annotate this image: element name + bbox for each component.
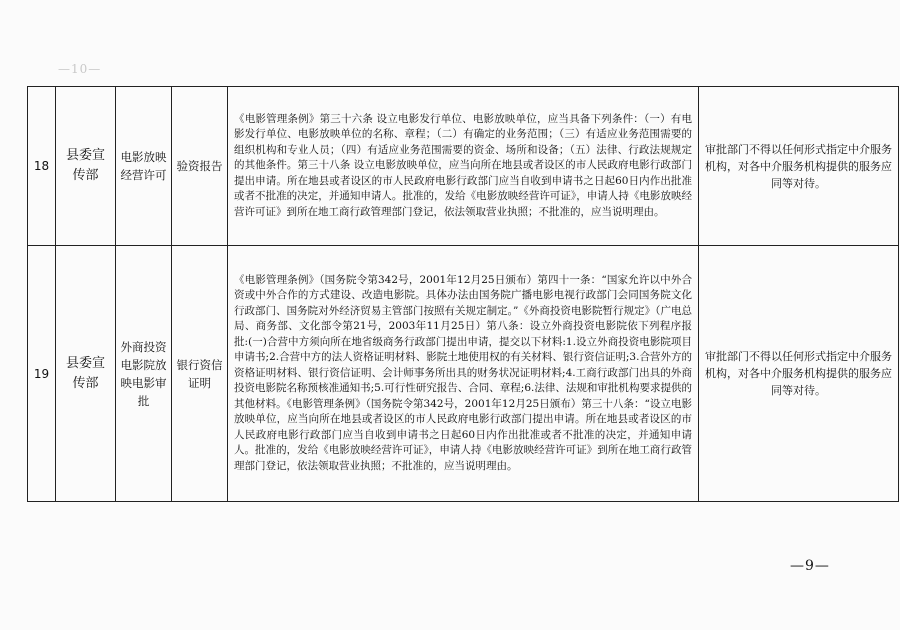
- legal-basis-cell: 《电影管理条例》（国务院令第342号，2001年12月25日颁布）第四十一条：“国家允许以中外合资或中外合作的方式建设、改造电影院。具体办法由国务院广播电影电视行政部门会同国务院文化行政部门、国务院对外经济贸易主管部门按照有关规定制定。”《外商投资电影院暂行规定》（广电总局、商务部、文化部令第21号，2003年11月25日）第八条：设立外商投资电影院依下列程序报批:(一)合营中方须向所在地省级商务行政部门提出申请，提交以下材料:1.设立外商投资电影院项目申请书;2.合营中方的法人资格证明材料、影院土地使用权的有关材料、银行资信证明;3.合营外方的资格证明材料、银行资信证明、会计师事务所出具的财务状况证明材料;4.工商行政部门出具的外商投资电影院名称预核准通知书;5.可行性研究报告、合同、章程;6.法律、法规和审批机构要求提供的其他材料。《电影管理条例》（国务院令第342号，2001年12月25日颁布）第三十八条：“设立电影放映单位，应当向所在地县或者设区的市人民政府电影行政部门提出申请。所在地县或者设区的市人民政府电影行政部门应当自收到申请书之日起60日内作出批准或者不批准的决定，并通知申请人。批准的，发给《电影放映经营许可证》，申请人持《电影放映经营许可证》到所在地工商行政管理部门登记，依法领取营业执照；不批准的，应当说明理由。: [228, 246, 699, 502]
- table-row: [28, 246, 899, 502]
- row-number: 18: [28, 87, 56, 246]
- requirement-cell: 审批部门不得以任何形式指定中介服务机构，对各中介服务机构提供的服务应同等对待。: [699, 87, 899, 246]
- department-cell: 县委宣传部: [56, 87, 116, 246]
- legal-basis-cell: 《电影管理条例》第三十六条 设立电影发行单位、电影放映单位，应当具备下列条件：（一）有电影发行单位、电影放映单位的名称、章程；（二）有确定的业务范围；（三）有适应业务范围需要的组织机构和专业人员；（四）有适应业务范围需要的资金、场所和设备；（五）法律、行政法规规定的其他条件。第三十八条 设立电影放映单位，应当向所在地县或者设区的市人民政府电影行政部门提出申请。所在地县或者设区的市人民政府电影行政部门应当自收到申请书之日起60日内作出批准或者不批准的决定，并通知申请人。批准的，发给《电影放映经营许可证》，申请人持《电影放映经营许可证》到所在地工商行政管理部门登记，依法领取营业执照；不批准的，应当说明理由。: [228, 87, 699, 246]
- bleed-through-page-number: —10—: [58, 62, 102, 76]
- row-number: 19: [28, 246, 56, 502]
- table-row: [28, 87, 899, 246]
- required-material-cell: 验资报告: [172, 87, 228, 246]
- approval-item-cell: 电影放映经营许可: [116, 87, 172, 246]
- required-material-cell: 银行资信证明: [172, 246, 228, 502]
- page-number: —9—: [790, 558, 830, 574]
- department-cell: 县委宣传部: [56, 246, 116, 502]
- requirement-cell: 审批部门不得以任何形式指定中介服务机构，对各中介服务机构提供的服务应同等对待。: [699, 246, 899, 502]
- approval-item-cell: 外商投资电影院放映电影审批: [116, 246, 172, 502]
- approval-items-table: [27, 86, 899, 502]
